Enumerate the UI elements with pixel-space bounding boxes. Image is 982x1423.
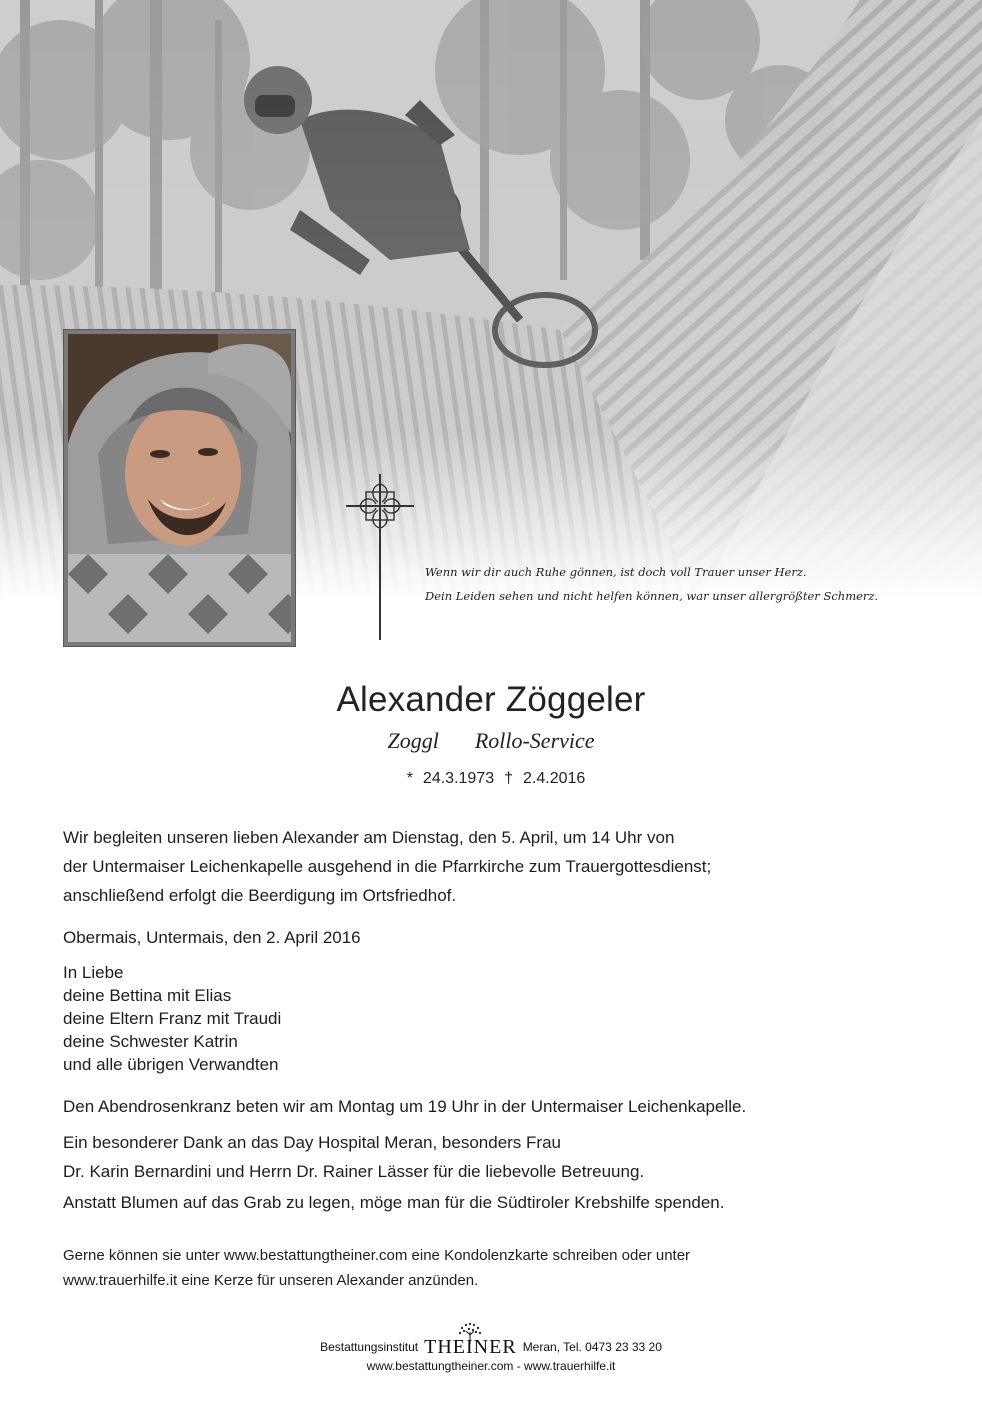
birth-date: 24.3.1973: [422, 770, 495, 787]
mourner-line: deine Schwester Katrin: [63, 1032, 238, 1051]
condolence-line: www.trauerhilfe.it eine Kerze für unseren Alexander anzünden.: [63, 1272, 479, 1289]
mourner-line: In Liebe: [63, 963, 124, 982]
death-symbol: †: [504, 770, 514, 787]
mourner-line: deine Eltern Franz mit Traudi: [63, 1009, 282, 1028]
cross-icon: [344, 474, 416, 640]
footer-websites: www.bestattungtheiner.com - www.trauerhilfe.it: [366, 1359, 616, 1373]
mourners-list: [63, 961, 923, 1076]
condolence-notice: [63, 1243, 923, 1293]
thanks-line: Dr. Karin Bernardini und Herrn Dr. Rainer Lässer für die liebevolle Betreuung.: [63, 1162, 645, 1181]
portrait-photo: [64, 330, 295, 646]
place-date-text: Obermais, Untermais, den 2. April 2016: [63, 928, 361, 947]
business-name: Rollo-Service: [474, 728, 595, 753]
thanks-line: Ein besonderer Dank an das Day Hospital Meran, besonders Frau: [63, 1133, 561, 1152]
footer-contact: Meran, Tel. 0473 23 33 20: [522, 1340, 662, 1354]
donation-notice: [63, 1188, 923, 1217]
rosary-text: Den Abendrosenkranz beten wir am Montag um 19 Uhr in der Untermaiser Leichenkapelle.: [63, 1097, 747, 1116]
mourner-line: und alle übrigen Verwandten: [63, 1055, 279, 1074]
death-date: 2.4.2016: [523, 770, 586, 787]
rosary-notice: [63, 1092, 923, 1121]
announcement-line: der Untermaiser Leichenkapelle ausgehend in die Pfarrkirche zum Trauergottesdienst;: [63, 857, 712, 876]
deceased-nickname-line: [0, 728, 982, 754]
verse-line: Dein Leiden sehen und nicht helfen können, war unser allergrößter Schmerz.: [425, 589, 879, 603]
footer-brand: THEINER: [424, 1336, 517, 1358]
funeral-home-footer: [0, 1320, 982, 1380]
verse-line: Wenn wir dir auch Ruhe gönnen, ist doch voll Trauer unser Herz.: [425, 565, 807, 579]
nickname: Zoggl: [387, 728, 439, 753]
announcement-line: anschließend erfolgt die Beerdigung im Ortsfriedhof.: [63, 886, 457, 905]
mourner-line: deine Bettina mit Elias: [63, 986, 232, 1005]
memorial-verse: [425, 560, 945, 608]
footer-brand-line: [0, 1336, 982, 1359]
announcement-line: Wir begleiten unseren lieben Alexander am Dienstag, den 5. April, um 14 Uhr von: [63, 828, 675, 847]
condolence-line: Gerne können sie unter www.bestattungtheiner.com eine Kondolenzkarte schreiben oder unter: [63, 1247, 691, 1264]
birth-symbol: *: [406, 770, 413, 787]
donation-text: Anstatt Blumen auf das Grab zu legen, möge man für die Südtiroler Krebshilfe spenden.: [63, 1193, 725, 1212]
deceased-name: Alexander Zöggeler: [336, 680, 646, 719]
life-dates: [0, 770, 982, 788]
funeral-announcement: [63, 823, 923, 910]
footer-prefix: Bestattungsinstitut: [320, 1340, 419, 1354]
thanks-notice: [63, 1128, 923, 1186]
place-date: [63, 923, 923, 952]
